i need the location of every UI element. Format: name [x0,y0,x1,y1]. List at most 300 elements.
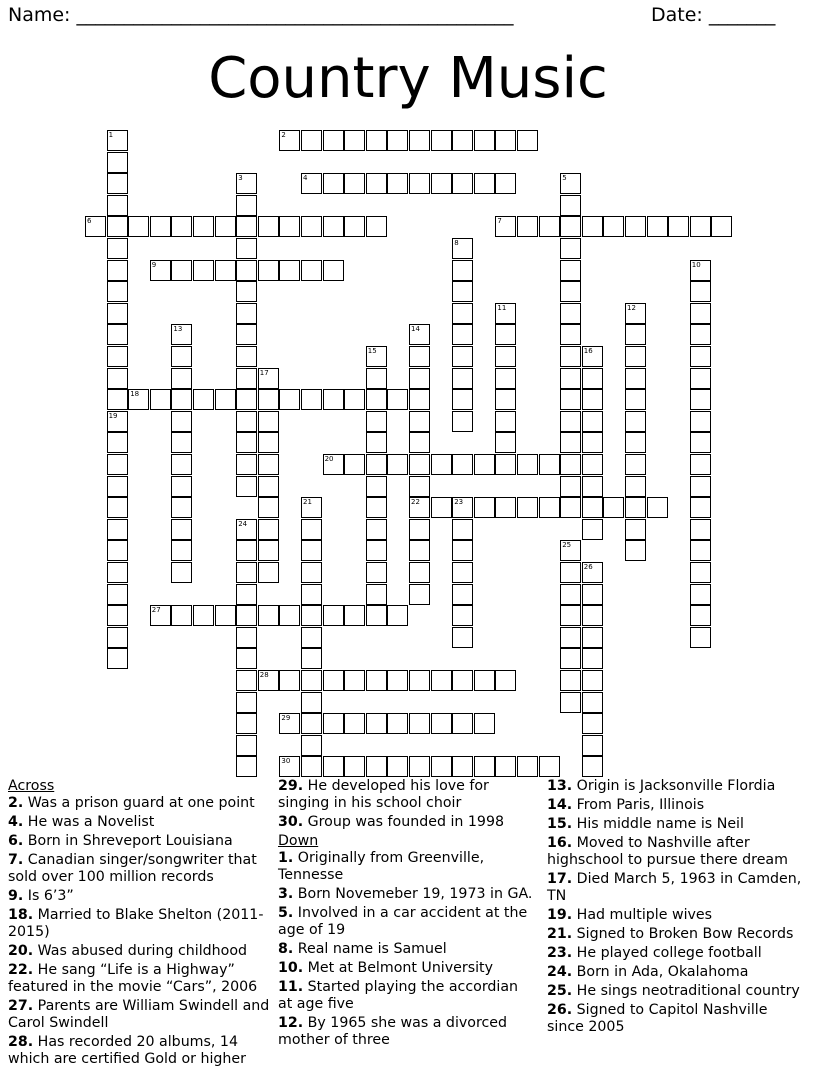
grid-cell[interactable] [582,670,603,691]
grid-cell[interactable] [474,713,495,734]
grid-cell[interactable] [107,519,128,540]
grid-cell[interactable] [560,540,581,561]
grid-cell[interactable] [107,627,128,648]
grid-cell[interactable] [236,519,257,540]
grid-cell[interactable] [366,368,387,389]
grid-cell[interactable] [366,540,387,561]
grid-cell[interactable] [279,713,300,734]
grid-cell[interactable] [193,216,214,237]
grid-cell[interactable] [582,389,603,410]
grid-cell[interactable] [107,173,128,194]
grid-cell[interactable] [258,562,279,583]
grid-cell[interactable] [452,713,473,734]
grid-cell[interactable] [366,454,387,475]
grid-cell[interactable] [452,238,473,259]
grid-cell[interactable] [258,260,279,281]
grid-cell[interactable] [323,605,344,626]
grid-cell[interactable] [647,497,668,518]
grid-cell[interactable] [582,713,603,734]
grid-cell[interactable] [625,497,646,518]
grid-cell[interactable] [366,389,387,410]
grid-cell[interactable] [452,605,473,626]
grid-cell[interactable] [387,130,408,151]
grid-cell[interactable] [301,605,322,626]
grid-cell[interactable] [409,756,430,777]
grid-cell[interactable] [560,605,581,626]
grid-cell[interactable] [85,216,106,237]
grid-cell[interactable] [323,454,344,475]
grid-cell[interactable] [236,411,257,432]
grid-cell[interactable] [171,497,192,518]
grid-cell[interactable] [560,584,581,605]
grid-cell[interactable] [301,648,322,669]
grid-cell[interactable] [582,519,603,540]
grid-cell[interactable] [625,324,646,345]
grid-cell[interactable] [409,584,430,605]
grid-cell[interactable] [366,670,387,691]
grid-cell[interactable] [279,130,300,151]
grid-cell[interactable] [107,476,128,497]
grid-cell[interactable] [560,692,581,713]
grid-cell[interactable] [387,454,408,475]
grid-cell[interactable] [171,411,192,432]
grid-cell[interactable] [582,756,603,777]
grid-cell[interactable] [128,216,149,237]
grid-cell[interactable] [236,324,257,345]
grid-cell[interactable] [301,540,322,561]
grid-cell[interactable] [560,476,581,497]
grid-cell[interactable] [279,260,300,281]
grid-cell[interactable] [625,476,646,497]
grid-cell[interactable] [647,216,668,237]
grid-cell[interactable] [625,346,646,367]
grid-cell[interactable] [539,756,560,777]
grid-cell[interactable] [582,346,603,367]
grid-cell[interactable] [107,281,128,302]
grid-cell[interactable] [560,432,581,453]
grid-cell[interactable] [517,497,538,518]
grid-cell[interactable] [323,756,344,777]
grid-cell[interactable] [258,454,279,475]
grid-cell[interactable] [452,173,473,194]
grid-cell[interactable] [107,324,128,345]
grid-cell[interactable] [474,497,495,518]
grid-cell[interactable] [560,260,581,281]
grid-cell[interactable] [690,411,711,432]
grid-cell[interactable] [236,670,257,691]
grid-cell[interactable] [236,238,257,259]
grid-cell[interactable] [107,152,128,173]
grid-cell[interactable] [625,389,646,410]
grid-cell[interactable] [690,584,711,605]
grid-cell[interactable] [582,476,603,497]
grid-cell[interactable] [560,454,581,475]
grid-cell[interactable] [301,756,322,777]
grid-cell[interactable] [279,756,300,777]
grid-cell[interactable] [431,670,452,691]
grid-cell[interactable] [452,324,473,345]
grid-cell[interactable] [171,368,192,389]
grid-cell[interactable] [107,238,128,259]
grid-cell[interactable] [431,173,452,194]
grid-cell[interactable] [366,173,387,194]
grid-cell[interactable] [107,411,128,432]
grid-cell[interactable] [387,670,408,691]
grid-cell[interactable] [107,605,128,626]
grid-cell[interactable] [107,195,128,216]
grid-cell[interactable] [236,303,257,324]
grid-cell[interactable] [366,411,387,432]
grid-cell[interactable] [690,540,711,561]
grid-cell[interactable] [560,497,581,518]
grid-cell[interactable] [409,432,430,453]
grid-cell[interactable] [431,454,452,475]
grid-cell[interactable] [474,130,495,151]
grid-cell[interactable] [215,389,236,410]
grid-cell[interactable] [236,195,257,216]
grid-cell[interactable] [409,389,430,410]
grid-cell[interactable] [452,454,473,475]
grid-cell[interactable] [236,735,257,756]
grid-cell[interactable] [387,173,408,194]
grid-cell[interactable] [215,216,236,237]
grid-cell[interactable] [236,216,257,237]
grid-cell[interactable] [690,389,711,410]
grid-cell[interactable] [690,281,711,302]
grid-cell[interactable] [582,432,603,453]
grid-cell[interactable] [344,605,365,626]
grid-cell[interactable] [107,130,128,151]
grid-cell[interactable] [690,260,711,281]
grid-cell[interactable] [560,411,581,432]
grid-cell[interactable] [258,476,279,497]
grid-cell[interactable] [171,519,192,540]
grid-cell[interactable] [236,584,257,605]
grid-cell[interactable] [193,605,214,626]
grid-cell[interactable] [409,324,430,345]
grid-cell[interactable] [495,303,516,324]
grid-cell[interactable] [171,562,192,583]
grid-cell[interactable] [560,627,581,648]
grid-cell[interactable] [560,368,581,389]
grid-cell[interactable] [387,756,408,777]
grid-cell[interactable] [690,324,711,345]
grid-cell[interactable] [236,713,257,734]
grid-cell[interactable] [409,713,430,734]
grid-cell[interactable] [495,389,516,410]
grid-cell[interactable] [236,454,257,475]
grid-cell[interactable] [560,324,581,345]
grid-cell[interactable] [107,497,128,518]
grid-cell[interactable] [150,389,171,410]
grid-cell[interactable] [409,519,430,540]
grid-cell[interactable] [301,584,322,605]
grid-cell[interactable] [301,735,322,756]
grid-cell[interactable] [366,346,387,367]
grid-cell[interactable] [171,540,192,561]
grid-cell[interactable] [409,368,430,389]
grid-cell[interactable] [452,562,473,583]
grid-cell[interactable] [409,173,430,194]
grid-cell[interactable] [560,670,581,691]
grid-cell[interactable] [495,411,516,432]
grid-cell[interactable] [452,281,473,302]
grid-cell[interactable] [409,130,430,151]
grid-cell[interactable] [560,648,581,669]
grid-cell[interactable] [107,432,128,453]
grid-cell[interactable] [323,670,344,691]
grid-cell[interactable] [690,432,711,453]
grid-cell[interactable] [452,584,473,605]
grid-cell[interactable] [301,173,322,194]
grid-cell[interactable] [366,584,387,605]
grid-cell[interactable] [236,562,257,583]
grid-cell[interactable] [625,540,646,561]
grid-cell[interactable] [107,454,128,475]
grid-cell[interactable] [690,346,711,367]
grid-cell[interactable] [495,454,516,475]
grid-cell[interactable] [107,260,128,281]
grid-cell[interactable] [625,454,646,475]
grid-cell[interactable] [560,346,581,367]
grid-cell[interactable] [236,173,257,194]
grid-cell[interactable] [582,735,603,756]
grid-cell[interactable] [625,519,646,540]
grid-cell[interactable] [366,756,387,777]
grid-cell[interactable] [690,454,711,475]
grid-cell[interactable] [387,713,408,734]
grid-cell[interactable] [560,562,581,583]
grid-cell[interactable] [690,303,711,324]
grid-cell[interactable] [366,432,387,453]
grid-cell[interactable] [582,562,603,583]
grid-cell[interactable] [344,173,365,194]
grid-cell[interactable] [495,670,516,691]
grid-cell[interactable] [366,713,387,734]
grid-cell[interactable] [625,411,646,432]
grid-cell[interactable] [107,368,128,389]
grid-cell[interactable] [344,216,365,237]
grid-cell[interactable] [323,713,344,734]
grid-cell[interactable] [539,454,560,475]
grid-cell[interactable] [344,756,365,777]
grid-cell[interactable] [582,605,603,626]
grid-cell[interactable] [387,389,408,410]
grid-cell[interactable] [193,260,214,281]
grid-cell[interactable] [431,497,452,518]
grid-cell[interactable] [452,389,473,410]
grid-cell[interactable] [452,540,473,561]
grid-cell[interactable] [279,670,300,691]
grid-cell[interactable] [323,173,344,194]
grid-cell[interactable] [171,346,192,367]
grid-cell[interactable] [409,670,430,691]
grid-cell[interactable] [495,432,516,453]
grid-cell[interactable] [236,476,257,497]
grid-cell[interactable] [279,389,300,410]
name-field[interactable]: Name: ______________________________________________ [8,4,514,26]
grid-cell[interactable] [236,692,257,713]
grid-cell[interactable] [236,648,257,669]
grid-cell[interactable] [236,346,257,367]
grid-cell[interactable] [517,216,538,237]
grid-cell[interactable] [495,324,516,345]
grid-cell[interactable] [625,216,646,237]
grid-cell[interactable] [107,346,128,367]
grid-cell[interactable] [452,627,473,648]
grid-cell[interactable] [236,368,257,389]
grid-cell[interactable] [560,238,581,259]
grid-cell[interactable] [690,605,711,626]
grid-cell[interactable] [452,260,473,281]
grid-cell[interactable] [582,648,603,669]
grid-cell[interactable] [366,476,387,497]
grid-cell[interactable] [582,627,603,648]
grid-cell[interactable] [258,519,279,540]
grid-cell[interactable] [495,368,516,389]
grid-cell[interactable] [344,389,365,410]
grid-cell[interactable] [171,389,192,410]
grid-cell[interactable] [582,216,603,237]
grid-cell[interactable] [171,324,192,345]
grid-cell[interactable] [366,605,387,626]
grid-cell[interactable] [107,303,128,324]
grid-cell[interactable] [560,389,581,410]
grid-cell[interactable] [452,368,473,389]
grid-cell[interactable] [107,216,128,237]
grid-cell[interactable] [409,540,430,561]
grid-cell[interactable] [690,368,711,389]
grid-cell[interactable] [366,497,387,518]
grid-cell[interactable] [236,540,257,561]
grid-cell[interactable] [236,627,257,648]
grid-cell[interactable] [452,303,473,324]
grid-cell[interactable] [258,368,279,389]
grid-cell[interactable] [171,260,192,281]
grid-cell[interactable] [603,216,624,237]
grid-cell[interactable] [150,605,171,626]
grid-cell[interactable] [409,454,430,475]
grid-cell[interactable] [279,605,300,626]
grid-cell[interactable] [582,368,603,389]
grid-cell[interactable] [582,411,603,432]
grid-cell[interactable] [690,519,711,540]
date-field[interactable]: Date: _______ [651,4,776,26]
grid-cell[interactable] [495,497,516,518]
grid-cell[interactable] [690,627,711,648]
grid-cell[interactable] [517,454,538,475]
grid-cell[interactable] [171,454,192,475]
grid-cell[interactable] [258,411,279,432]
grid-cell[interactable] [560,281,581,302]
grid-cell[interactable] [409,497,430,518]
grid-cell[interactable] [258,497,279,518]
grid-cell[interactable] [344,713,365,734]
grid-cell[interactable] [301,670,322,691]
grid-cell[interactable] [474,670,495,691]
grid-cell[interactable] [582,692,603,713]
grid-cell[interactable] [323,260,344,281]
grid-cell[interactable] [431,756,452,777]
grid-cell[interactable] [301,713,322,734]
grid-cell[interactable] [495,756,516,777]
grid-cell[interactable] [452,756,473,777]
grid-cell[interactable] [323,130,344,151]
grid-cell[interactable] [560,216,581,237]
grid-cell[interactable] [452,346,473,367]
grid-cell[interactable] [560,173,581,194]
grid-cell[interactable] [193,389,214,410]
grid-cell[interactable] [171,432,192,453]
grid-cell[interactable] [452,497,473,518]
grid-cell[interactable] [409,476,430,497]
grid-cell[interactable] [625,368,646,389]
grid-cell[interactable] [495,346,516,367]
grid-cell[interactable] [366,562,387,583]
grid-cell[interactable] [409,562,430,583]
grid-cell[interactable] [431,130,452,151]
grid-cell[interactable] [452,519,473,540]
grid-cell[interactable] [150,260,171,281]
grid-cell[interactable] [603,497,624,518]
grid-cell[interactable] [236,605,257,626]
grid-cell[interactable] [539,497,560,518]
grid-cell[interactable] [582,454,603,475]
grid-cell[interactable] [495,173,516,194]
grid-cell[interactable] [301,519,322,540]
grid-cell[interactable] [301,562,322,583]
grid-cell[interactable] [344,454,365,475]
grid-cell[interactable] [107,540,128,561]
grid-cell[interactable] [301,692,322,713]
grid-cell[interactable] [236,389,257,410]
grid-cell[interactable] [560,195,581,216]
grid-cell[interactable] [431,713,452,734]
grid-cell[interactable] [171,605,192,626]
grid-cell[interactable] [625,432,646,453]
grid-cell[interactable] [690,562,711,583]
grid-cell[interactable] [344,670,365,691]
grid-cell[interactable] [258,540,279,561]
grid-cell[interactable] [150,216,171,237]
grid-cell[interactable] [690,216,711,237]
grid-cell[interactable] [409,411,430,432]
grid-cell[interactable] [539,216,560,237]
grid-cell[interactable] [560,303,581,324]
grid-cell[interactable] [474,756,495,777]
grid-cell[interactable] [690,476,711,497]
grid-cell[interactable] [236,260,257,281]
grid-cell[interactable] [107,389,128,410]
grid-cell[interactable] [474,454,495,475]
grid-cell[interactable] [107,584,128,605]
grid-cell[interactable] [301,130,322,151]
grid-cell[interactable] [517,756,538,777]
grid-cell[interactable] [517,130,538,151]
grid-cell[interactable] [107,562,128,583]
grid-cell[interactable] [301,627,322,648]
grid-cell[interactable] [215,260,236,281]
grid-cell[interactable] [690,497,711,518]
grid-cell[interactable] [452,130,473,151]
grid-cell[interactable] [236,432,257,453]
grid-cell[interactable] [107,648,128,669]
grid-cell[interactable] [301,260,322,281]
grid-cell[interactable] [258,605,279,626]
grid-cell[interactable] [301,389,322,410]
grid-cell[interactable] [323,216,344,237]
grid-cell[interactable] [279,216,300,237]
